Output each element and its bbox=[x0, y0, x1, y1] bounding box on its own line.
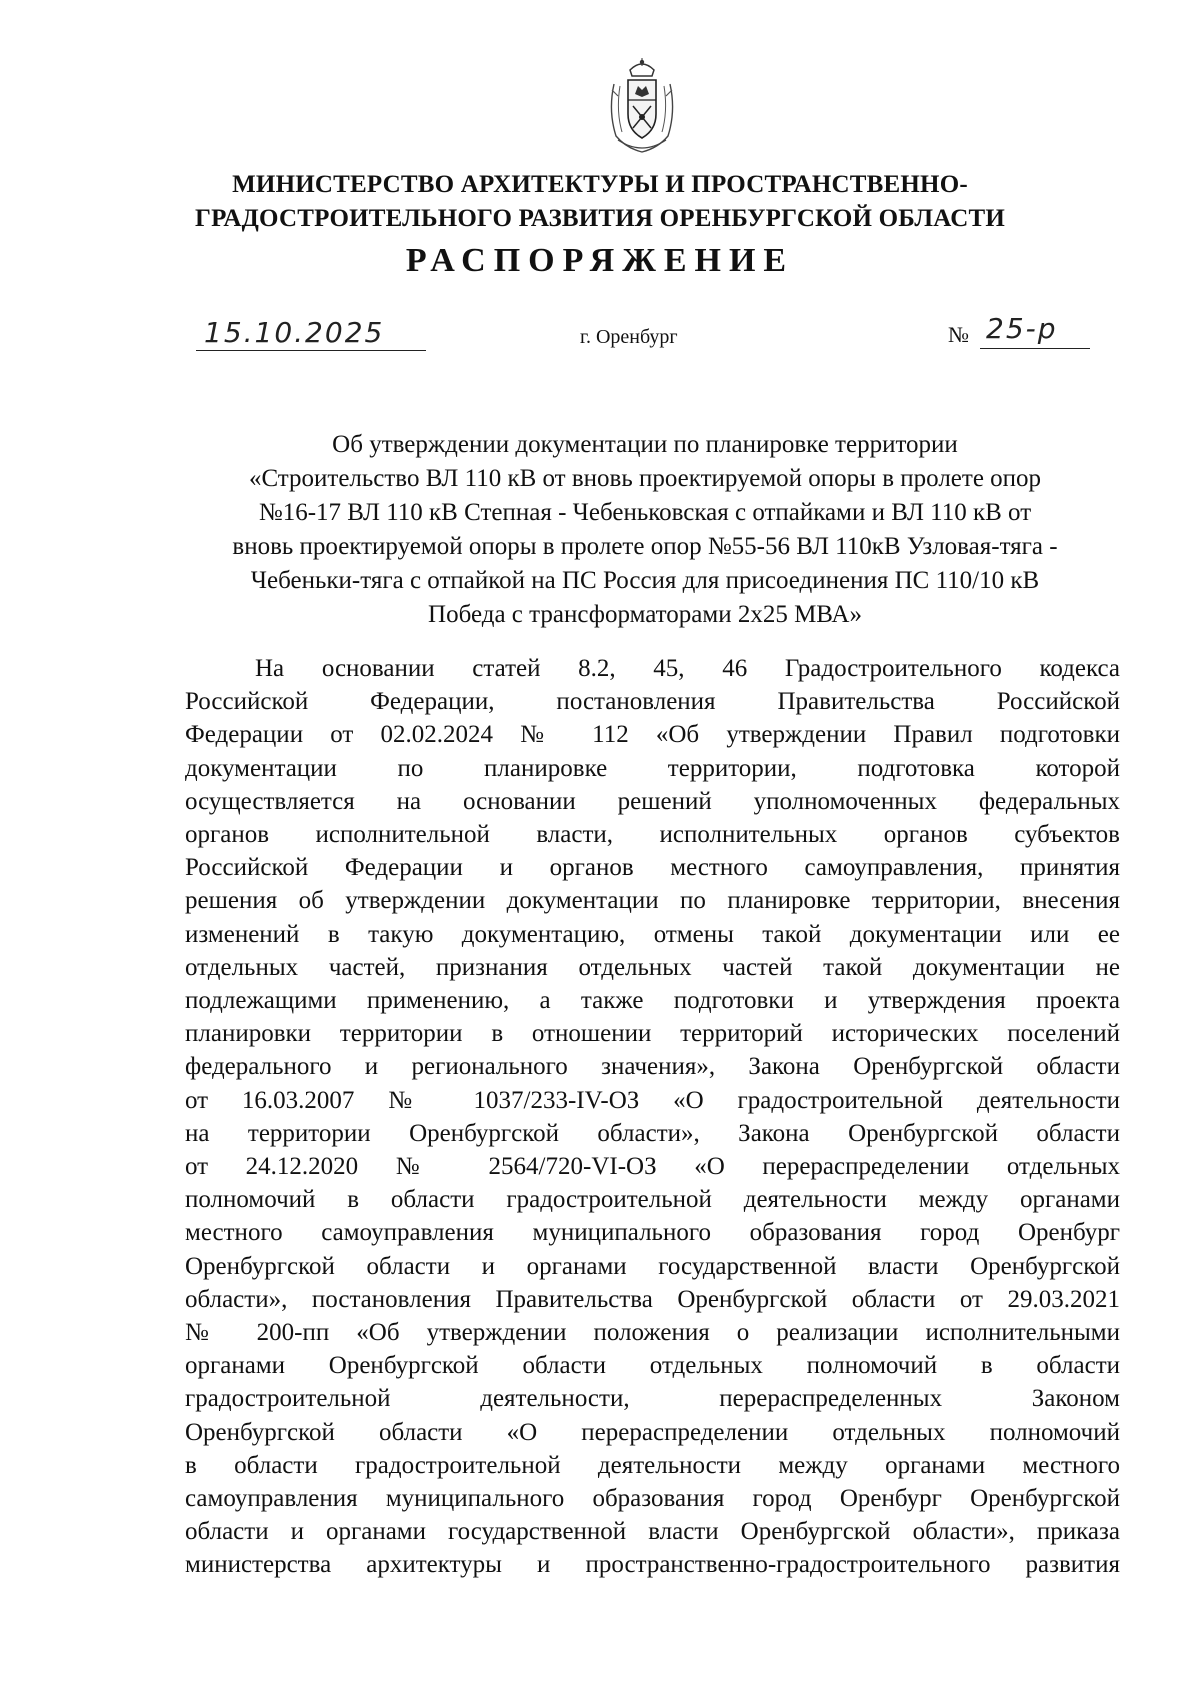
handwritten-date: 15.10.2025 bbox=[204, 316, 385, 349]
document-subject bbox=[200, 428, 1090, 632]
body-line: подлежащими применению, а также подготовки и утверждения проекта bbox=[185, 987, 1120, 1015]
document-date bbox=[196, 316, 426, 360]
body-line: на территории Оренбургской области», Закона Оренбургской области bbox=[185, 1119, 1120, 1147]
body-line: органов исполнительной власти, исполнительных органов субъектов bbox=[185, 821, 1120, 849]
body-line: Федерации от 02.02.2024 № 112 «Об утверждении Правил подготовки bbox=[185, 721, 1120, 749]
body-line: области», постановления Правительства Оренбургской области от 29.03.2021 bbox=[185, 1285, 1120, 1313]
document-number bbox=[980, 312, 1090, 360]
body-line: осуществляется на основании решений уполномоченных федеральных bbox=[185, 787, 1120, 815]
body-line: от 24.12.2020 № 2564/720-VI-ОЗ «О перераспределении отдельных bbox=[185, 1153, 1120, 1181]
ministry-name-line2: ГРАДОСТРОИТЕЛЬНОГО РАЗВИТИЯ ОРЕНБУРГСКОЙ ОБЛАСТИ bbox=[195, 205, 1005, 232]
body-line: органами Оренбургской области отдельных полномочий в области bbox=[185, 1352, 1120, 1380]
ministry-name-line1: МИНИСТЕРСТВО АРХИТЕКТУРЫ И ПРОСТРАНСТВЕННО- bbox=[232, 171, 968, 198]
body-line: федерального и регионального значения», Закона Оренбургской области bbox=[185, 1053, 1120, 1081]
body-line: изменений в такую документацию, отмены такой документации или ее bbox=[185, 920, 1120, 948]
body-line: в области градостроительной деятельности между органами местного bbox=[185, 1451, 1120, 1479]
body-line: документации по планировке территории, подготовка которой bbox=[185, 754, 1120, 782]
date-underline bbox=[196, 350, 426, 351]
body-line: отдельных частей, признания отдельных частей такой документации не bbox=[185, 953, 1120, 981]
body-line: области и органами государственной власти Оренбургской области», приказа bbox=[185, 1518, 1120, 1546]
body-line: Российской Федерации, постановления Правительства Российской bbox=[185, 688, 1120, 716]
document-city: г. Оренбург bbox=[580, 326, 678, 348]
subject-line: Победа с трансформаторами 2х25 МВА» bbox=[428, 601, 862, 628]
body-line: Оренбургской области «О перераспределении отдельных полномочий bbox=[185, 1418, 1120, 1446]
number-sign: № bbox=[948, 322, 969, 347]
document-body bbox=[185, 652, 1120, 1582]
subject-line: «Строительство ВЛ 110 кВ от вновь проектируемой опоры в пролете опор bbox=[248, 465, 1042, 492]
body-line: планировки территории в отношении территорий исторических поселений bbox=[185, 1020, 1120, 1048]
subject-line: Чебеньки-тяга с отпайкой на ПС Россия для присоединения ПС 110/10 кВ bbox=[250, 567, 1040, 594]
body-line: градостроительной деятельности, перераспределенных Законом bbox=[185, 1385, 1120, 1413]
body-line: Оренбургской области и органами государственной власти Оренбургской bbox=[185, 1252, 1120, 1280]
body-line: решения об утверждении документации по планировке территории, внесения bbox=[185, 887, 1120, 915]
body-line: министерства архитектуры и пространственно-градостроительного развития bbox=[185, 1551, 1120, 1579]
subject-line: №16-17 ВЛ 110 кВ Степная - Чебеньковская с отпайками и ВЛ 110 кВ от bbox=[258, 499, 1032, 526]
coat-of-arms-icon bbox=[602, 56, 682, 156]
body-line: от 16.03.2007 № 1037/233-IV-ОЗ «О градостроительной деятельности bbox=[185, 1086, 1120, 1114]
subject-line: вновь проектируемой опоры в пролете опор №55-56 ВЛ 110кВ Узловая-тяга - bbox=[232, 533, 1058, 560]
body-line: На основании статей 8.2, 45, 46 Градостроительного кодекса bbox=[255, 655, 1120, 682]
body-line: полномочий в области градостроительной деятельности между органами bbox=[185, 1186, 1120, 1214]
body-line: Российской Федерации и органов местного самоуправления, принятия bbox=[185, 854, 1120, 882]
document-type-title: РАСПОРЯЖЕНИЕ bbox=[405, 242, 795, 279]
body-line: местного самоуправления муниципального образования город Оренбург bbox=[185, 1219, 1120, 1247]
body-line: самоуправления муниципального образования город Оренбург Оренбургской bbox=[185, 1485, 1120, 1513]
subject-line: Об утверждении документации по планировке территории bbox=[332, 431, 958, 458]
ministry-name bbox=[180, 168, 1020, 236]
body-line: № 200-пп «Об утверждении положения о реализации исполнительными bbox=[185, 1319, 1120, 1347]
handwritten-number: 25-р bbox=[986, 312, 1058, 345]
number-underline bbox=[980, 348, 1090, 349]
